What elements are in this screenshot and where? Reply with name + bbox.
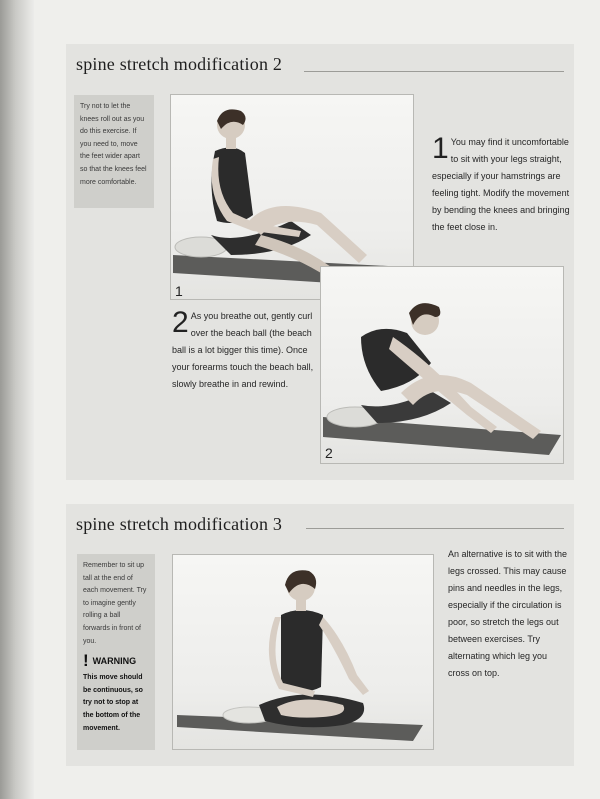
photo-label: 1 <box>175 283 183 299</box>
section-title: spine stretch modification 2 <box>76 54 283 74</box>
section-modification-2 <box>66 44 574 480</box>
tip-box: Try not to let the knees roll out as you do this exercise. If you need to, move the feet wider apart so that the knees feel more comfortable. <box>74 95 154 208</box>
step-number: 2 <box>172 306 189 339</box>
tip-text: Remember to sit up tall at the end of each movement. Try to imagine gently rolling a ball forwards in front of you. <box>83 562 147 645</box>
title-rule <box>304 71 564 72</box>
section-title: spine stretch modification 3 <box>76 514 283 534</box>
step-number: 1 <box>432 132 449 165</box>
warning-label: WARNING <box>92 655 137 666</box>
alternative-text: An alternative is to sit with the legs crossed. This may cause pins and needles in the legs, especially if the circulation is poor, so stretch the legs out between exercises. Try alternating which leg you cross on top. <box>448 549 568 678</box>
tip-box <box>77 554 155 750</box>
warning-icon: ! <box>83 651 89 671</box>
step-2-body: As you breathe out, gently curl over the beach ball (the beach ball is a lot bigger this time). Once your forearms touch the beach ball, slowly breathe in and rewind. <box>172 311 314 389</box>
photo-step-2 <box>320 266 564 464</box>
warning-text: This move should be continuous, so try not to stop at the bottom of the movement. <box>83 674 143 732</box>
step-2-text <box>172 308 314 393</box>
step-1-body: You may find it uncomfortable to sit with your legs straight, especially if your hamstrings are feeling tight. Modify the movement by bending the knees and bringing the feet close in. <box>432 137 570 232</box>
photo-label: 2 <box>325 445 333 461</box>
photo-crossed-legs <box>172 554 434 750</box>
warning-heading <box>83 651 149 671</box>
section-modification-3 <box>66 504 574 766</box>
book-gutter-shadow <box>0 0 34 799</box>
step-1-text <box>432 134 572 236</box>
title-rule <box>306 528 564 529</box>
